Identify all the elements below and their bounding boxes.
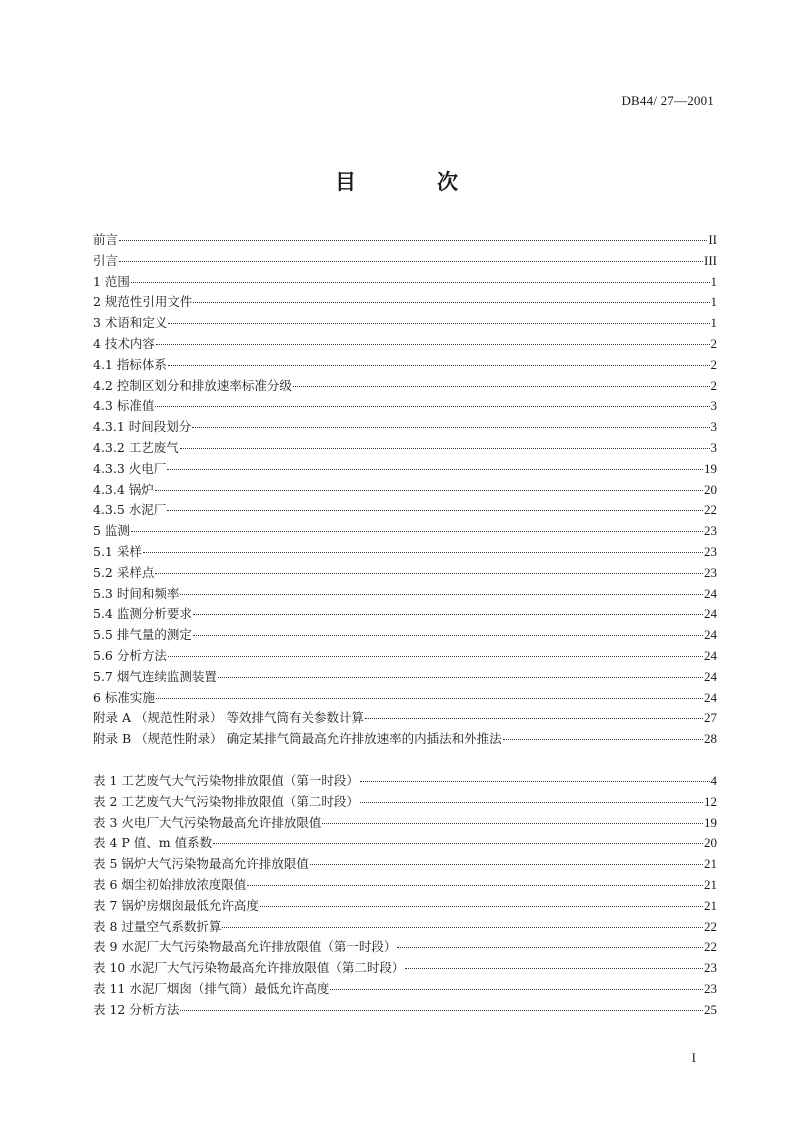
toc-entry-label: 表 9 水泥厂大气污染物最高允许排放限值（第一时段）: [93, 939, 397, 955]
toc-entry-page: 23: [704, 564, 717, 580]
toc-entry-page: 24: [704, 647, 717, 663]
toc-entry-page: 4: [710, 773, 717, 788]
toc-entry[interactable]: [93, 917, 717, 938]
toc-entry[interactable]: [93, 625, 717, 646]
toc-entry-page: 24: [704, 606, 717, 622]
toc-entry-label: 4.3 标准值: [93, 398, 155, 414]
toc-entry[interactable]: [93, 813, 717, 834]
toc-entry-label: 前言: [93, 232, 119, 247]
toc-entry-page: 2: [710, 356, 717, 372]
toc-entry-page: 22: [704, 939, 717, 955]
toc-entry-label: 5.5 排气量的测定: [93, 627, 192, 643]
dot-leader: [193, 635, 703, 636]
dot-leader: [180, 1010, 703, 1011]
toc-entry[interactable]: [93, 646, 717, 667]
toc-entry-page: 21: [704, 856, 717, 872]
toc-entry-page: 24: [704, 668, 717, 684]
dot-leader: [192, 427, 709, 428]
toc-entry[interactable]: [93, 792, 717, 813]
toc-entry[interactable]: [93, 896, 717, 917]
toc-entry-label: 表 5 锅炉大气污染物最高允许排放限值: [93, 856, 309, 872]
toc-entry-page: 1: [710, 273, 717, 289]
toc-entry[interactable]: [93, 480, 717, 501]
dot-leader: [167, 510, 703, 511]
toc-entry[interactable]: [93, 376, 717, 397]
toc-entry[interactable]: [93, 313, 717, 334]
dot-leader: [218, 677, 703, 678]
toc-entry[interactable]: [93, 334, 717, 355]
toc-entry-label: 表 12 分析方法: [93, 1001, 180, 1017]
dot-leader: [156, 698, 703, 699]
toc-entry-page: II: [708, 232, 717, 247]
toc-entry-page: 3: [710, 398, 717, 414]
toc-entry-page: 3: [710, 419, 717, 435]
toc-entry-page: 23: [704, 523, 717, 539]
toc-entry-label: 表 4 P 值、m 值系数: [93, 835, 213, 851]
toc-entry[interactable]: [93, 521, 717, 542]
toc-entry-label: 5.3 时间和频率: [93, 585, 180, 601]
toc-entry-page: 24: [704, 689, 717, 705]
dot-leader: [360, 802, 703, 803]
dot-leader: [365, 718, 703, 719]
toc-entry[interactable]: [93, 355, 717, 376]
dot-leader: [180, 448, 710, 449]
toc-entry-label: 4 技术内容: [93, 335, 155, 351]
toc-contents: [93, 230, 717, 750]
toc-entry[interactable]: [93, 459, 717, 480]
toc-entry[interactable]: [93, 729, 717, 750]
toc-entry-label: 5.6 分析方法: [93, 647, 167, 663]
page-title: 目 次: [335, 169, 488, 194]
dot-leader: [360, 781, 710, 782]
standard-code: DB44/ 27—2001: [621, 93, 714, 108]
toc-entry-page: 19: [704, 460, 717, 476]
toc-entry[interactable]: [93, 584, 717, 605]
dot-leader: [193, 614, 703, 615]
toc-entry[interactable]: [93, 563, 717, 584]
toc-entry-page: 1: [710, 294, 717, 310]
dot-leader: [143, 552, 703, 553]
toc-entry[interactable]: [93, 667, 717, 688]
toc-entry[interactable]: [93, 230, 717, 251]
toc-entry-page: 21: [704, 876, 717, 892]
toc-entry[interactable]: [93, 542, 717, 563]
toc-entry-label: 5.4 监测分析要求: [93, 606, 192, 622]
toc-entry[interactable]: [93, 417, 717, 438]
toc-entry-label: 4.3.3 火电厂: [93, 460, 167, 476]
toc-entry-page: 28: [704, 731, 717, 747]
toc-entry[interactable]: [93, 500, 717, 521]
dot-leader: [131, 282, 710, 283]
dot-leader: [322, 823, 703, 824]
dot-leader: [168, 365, 710, 366]
toc-entry-page: 20: [704, 835, 717, 851]
toc-entry[interactable]: [93, 875, 717, 896]
toc-entry[interactable]: [93, 958, 717, 979]
toc-entry-label: 5 监测: [93, 523, 130, 539]
dot-leader: [119, 240, 707, 241]
toc-entry[interactable]: [93, 438, 717, 459]
toc-entry[interactable]: [93, 396, 717, 417]
toc-entry-label: 表 3 火电厂大气污染物最高允许排放限值: [93, 814, 322, 830]
dot-leader: [260, 906, 703, 907]
toc-entry-page: 12: [704, 793, 717, 809]
toc-entry-page: 24: [704, 585, 717, 601]
dot-leader: [193, 302, 709, 303]
toc-entry-page: 22: [704, 918, 717, 934]
toc-entry[interactable]: [93, 771, 717, 792]
toc-entry-page: III: [704, 252, 717, 268]
dot-leader: [310, 864, 703, 865]
toc-entry-label: 附录 A （规范性附录） 等效排气筒有关参数计算: [93, 710, 364, 726]
dot-leader: [156, 344, 710, 345]
dot-leader: [167, 469, 703, 470]
toc-entry-label: 表 2 工艺废气大气污染物排放限值（第二时段）: [93, 793, 359, 809]
toc-tables: [93, 771, 717, 1021]
toc-entry[interactable]: [93, 854, 717, 875]
toc-entry-page: 21: [704, 897, 717, 913]
toc-entry[interactable]: [93, 292, 717, 313]
toc-entry-label: 4.1 指标体系: [93, 356, 167, 372]
toc-entry-label: 5.2 采样点: [93, 564, 155, 580]
dot-leader: [397, 947, 703, 948]
toc-entry[interactable]: [93, 1000, 717, 1021]
toc-entry[interactable]: [93, 937, 717, 958]
toc-entry-label: 表 11 水泥厂烟囱（排气筒）最低允许高度: [93, 980, 330, 996]
toc-entry-page: 24: [704, 627, 717, 643]
dot-leader: [155, 406, 709, 407]
dot-leader: [213, 843, 703, 844]
toc-entry-label: 4.3.5 水泥厂: [93, 502, 167, 518]
dot-leader: [155, 573, 703, 574]
toc-entry-page: 23: [704, 543, 717, 559]
toc-entry-label: 表 1 工艺废气大气污染物排放限值（第一时段）: [93, 773, 359, 788]
toc-entry-label: 4.3.2 工艺废气: [93, 439, 179, 455]
toc-entry[interactable]: [93, 251, 717, 272]
dot-leader: [155, 490, 703, 491]
toc-entry-label: 6 标准实施: [93, 689, 155, 705]
dot-leader: [293, 386, 710, 387]
toc-entry[interactable]: [93, 833, 717, 854]
toc-entry-label: 表 10 水泥厂大气污染物最高允许排放限值（第二时段）: [93, 960, 405, 976]
dot-leader: [222, 927, 703, 928]
toc-entry-page: 23: [704, 960, 717, 976]
toc-entry-label: 4.3.4 锅炉: [93, 481, 154, 497]
dot-leader: [168, 323, 709, 324]
toc-entry-page: 22: [704, 502, 717, 518]
toc-entry-page: 2: [710, 377, 717, 393]
toc-entry-page: 19: [704, 814, 717, 830]
toc-entry-page: 1: [710, 315, 717, 331]
toc-entry-label: 4.3.1 时间段划分: [93, 419, 192, 435]
toc-entry[interactable]: [93, 708, 717, 729]
toc-entry[interactable]: [93, 979, 717, 1000]
toc-entry-label: 2 规范性引用文件: [93, 294, 193, 310]
toc-entry-page: 27: [704, 710, 717, 726]
dot-leader: [180, 594, 703, 595]
dot-leader: [503, 739, 703, 740]
toc-entry[interactable]: [93, 272, 717, 293]
toc-entry[interactable]: [93, 604, 717, 625]
toc-entry-label: 1 范围: [93, 273, 130, 289]
toc-entry-label: 3 术语和定义: [93, 315, 168, 331]
dot-leader: [119, 261, 703, 262]
toc-entry-label: 5.1 采样: [93, 543, 142, 559]
toc-entry-page: 23: [704, 980, 717, 996]
toc-entry-label: 表 7 锅炉房烟囱最低允许高度: [93, 897, 259, 913]
toc-entry-page: 3: [710, 439, 717, 455]
toc-entry-label: 4.2 控制区划分和排放速率标准分级: [93, 377, 292, 393]
toc-entry[interactable]: [93, 688, 717, 709]
toc-entry-label: 5.7 烟气连续监测装置: [93, 668, 217, 684]
page-number: I: [691, 1050, 696, 1065]
toc-entry-label: 引言: [93, 252, 119, 268]
toc-entry-label: 表 8 过量空气系数折算: [93, 918, 222, 934]
dot-leader: [247, 885, 703, 886]
dot-leader: [131, 531, 703, 532]
toc-entry-label: 表 6 烟尘初始排放浓度限值: [93, 876, 247, 892]
toc-entry-page: 2: [710, 335, 717, 351]
dot-leader: [168, 656, 703, 657]
toc-entry-page: 25: [704, 1001, 717, 1017]
dot-leader: [405, 968, 703, 969]
dot-leader: [330, 989, 703, 990]
toc-entry-label: 附录 B （规范性附录） 确定某排气筒最高允许排放速率的内插法和外推法: [93, 731, 502, 747]
toc-entry-page: 20: [704, 481, 717, 497]
